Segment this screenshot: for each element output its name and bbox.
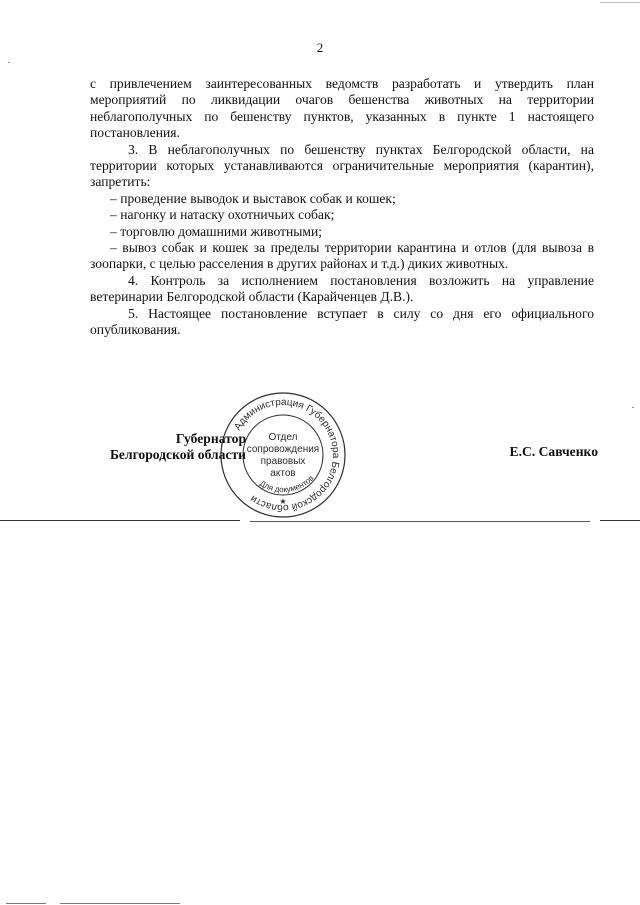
signer-name: Е.С. Савченко bbox=[509, 444, 598, 459]
signer-title-line1: Губернатор bbox=[175, 431, 246, 446]
stamp-ring-text: Администрация Губернатора Белгородской области bbox=[232, 396, 342, 514]
signer-title-line2: Белгородской области bbox=[109, 447, 246, 463]
document-body bbox=[90, 76, 594, 339]
scan-artifact-line bbox=[600, 520, 640, 521]
scan-artifact-speck bbox=[60, 903, 180, 904]
stamp-center-line: актов bbox=[270, 468, 296, 479]
paragraph-continuation: с привлечением заинтересованных ведомств разработать и утвердить план мероприятий по ликвидации очагов бешенства животных на территории неблагополучных по бешенству пунктов, указанных в пункте 1 настоящего постановления. bbox=[90, 76, 594, 141]
signature-block bbox=[0, 396, 640, 514]
official-stamp bbox=[218, 390, 348, 520]
stamp-ring-bottom: Для документов bbox=[258, 473, 316, 495]
stamp-center-line: сопровождения bbox=[246, 444, 320, 455]
stamp-center-line: правовых bbox=[260, 456, 306, 467]
paragraph-5: 5. Настоящее постановление вступает в силу со дня его официального опубликования. bbox=[90, 305, 594, 338]
scan-artifact-speck bbox=[6, 903, 46, 904]
scan-artifact-speck bbox=[632, 407, 634, 408]
paragraph-4: 4. Контроль за исполнением постановления возложить на управление ветеринарии Белгородской области (Карайченцев Д.В.). bbox=[90, 272, 594, 305]
scan-artifact-speck bbox=[600, 2, 640, 3]
page-number: 2 bbox=[316, 40, 324, 55]
list-item: – нагонку и натаску охотничьих собак; bbox=[110, 207, 335, 223]
stamp-center-line: Отдел bbox=[268, 432, 298, 443]
paragraph-3: 3. В неблагополучных по бешенству пунктах Белгородской области, на территории которых устанавливаются ограничительные мероприятия (карантин), запретить: bbox=[90, 141, 594, 190]
list-item-last: – вывоз собак и кошек за пределы территории карантина и отлов (для вывоза в зоопарки, с целью расселения в других районах и т.д.) диких животных. bbox=[90, 240, 594, 272]
scan-artifact-speck bbox=[8, 62, 10, 63]
list-item: – торговлю домашними животными; bbox=[110, 223, 323, 239]
list-item: – проведение выводок и выставок собак и кошек; bbox=[110, 190, 396, 206]
stamp-star-icon: ★ bbox=[279, 497, 287, 506]
scan-artifact-line bbox=[0, 520, 240, 521]
scan-artifact-line bbox=[250, 521, 590, 522]
